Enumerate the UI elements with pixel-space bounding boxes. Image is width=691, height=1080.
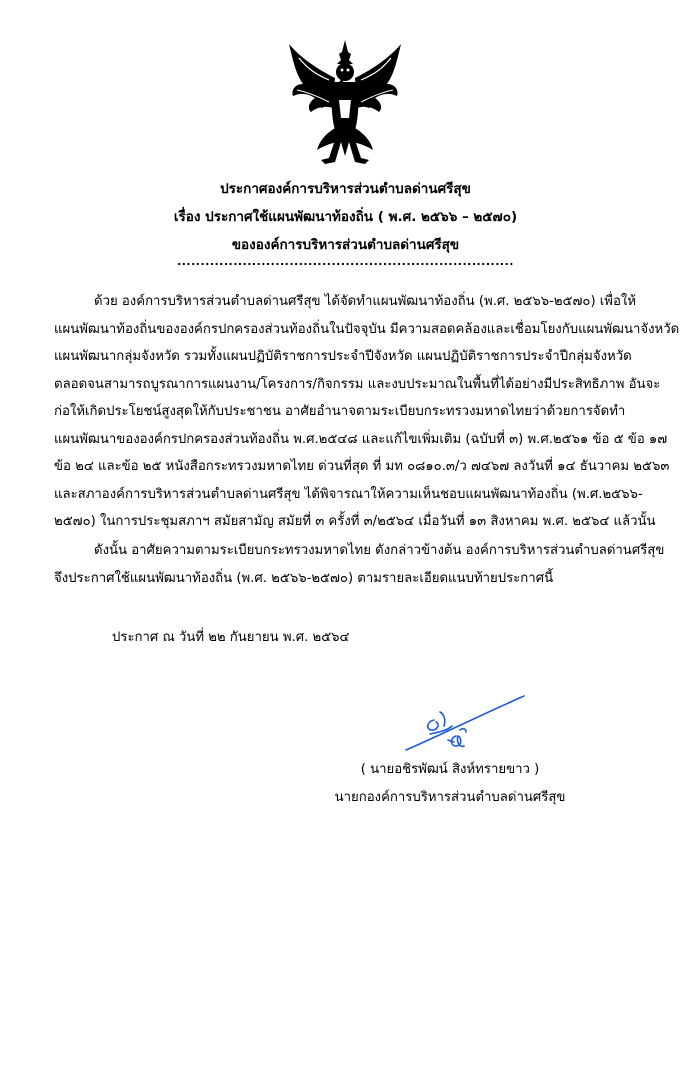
- paragraph-line: ๒๕๗๐) ในการประชุมสภาฯ สมัยสามัญ สมัยที่ ๓ ครั้งที่ ๓/๒๕๖๔ เมื่อวันที่ ๑๓ สิงหาคม พ.ศ. ๒๕๖๔ แล้วนั้น: [54, 514, 656, 529]
- paragraph-line: แผนพัฒนาขององค์กรปกครองส่วนท้องถิ่น พ.ศ.๒๕๔๘ และแก้ไขเพิ่มเติม (ฉบับที่ ๓) พ.ศ.๒๕๖๑ ข้อ ๕ ข้อ ๑๗: [54, 431, 668, 447]
- paragraph-line: ตลอดจนสามารถบูรณาการแผนงาน/โครงการ/กิจกรรม และงบประมาณในพื้นที่ได้อย่างมีประสิทธิภาพ อันจะ: [54, 376, 661, 392]
- body-paragraph-2: [54, 537, 664, 592]
- signer-name: ( นายอชิรพัฒน์ สิงห์ทรายขาว ): [360, 762, 540, 777]
- paragraph-line: ด้วย องค์การบริหารส่วนตำบลด่านศรีสุข ได้จัดทำแผนพัฒนาท้องถิ่น (พ.ศ. ๒๕๖๖-๒๕๗๐) เพื่อให้: [94, 294, 637, 309]
- paragraph-line: แผนพัฒนากลุ่มจังหวัด รวมทั้งแผนปฏิบัติราชการประจำปีจังหวัด แผนปฏิบัติราชการประจำปีกลุ่มจังหวัด: [54, 349, 632, 364]
- paragraph-line: จึงประกาศใช้แผนพัฒนาท้องถิ่น (พ.ศ. ๒๕๖๖-๒๕๗๐) ตามรายละเอียดแนบท้ายประกาศนี้: [54, 570, 554, 586]
- handwritten-signature: [400, 690, 530, 760]
- paragraph-line: และสภาองค์การบริหารส่วนตำบลด่านศรีสุข ได้พิจารณาให้ความเห็นชอบแผนพัฒนาท้องถิ่น (พ.ศ.๒๕๖๖-: [54, 486, 643, 502]
- signer-position: นายกองค์การบริหารส่วนตำบลด่านศรีสุข: [334, 790, 566, 805]
- paragraph-line: ก่อให้เกิดประโยชน์สูงสุดให้กับประชาชน อาศัยอำนาจตามระเบียบกระทรวงมหาดไทยว่าด้วยการจัดทำ: [54, 404, 626, 419]
- dotted-separator: ........................................................................: [177, 255, 514, 268]
- paragraph-line: ข้อ ๒๔ และข้อ ๒๕ หนังสือกระทรวงมหาดไทย ด่วนที่สุด ที่ มท ๐๘๑๐.๓/ว ๗๔๖๗ ลงวันที่ ๑๔ ธันวาคม ๒๕๖๓: [54, 459, 670, 474]
- announcement-title: ประกาศองค์การบริหารส่วนตำบลด่านศรีสุข: [220, 181, 471, 197]
- announcement-date: ประกาศ ณ วันที่ ๒๒ กันยายน พ.ศ. ๒๕๖๔: [112, 630, 350, 645]
- garuda-emblem-icon: [285, 38, 405, 168]
- announcement-subject: เรื่อง ประกาศใช้แผนพัฒนาท้องถิ่น ( พ.ศ. ๒๕๖๖ – ๒๕๗๐): [173, 209, 518, 225]
- paragraph-line: แผนพัฒนาท้องถิ่นขององค์กรปกครองส่วนท้องถิ่นในปัจจุบัน มีความสอดคล้องและเชื่อมโยงกับแผนพัฒนาจังหวัด: [54, 321, 680, 337]
- body-paragraph-1: [54, 288, 680, 536]
- announcement-issuer: ขององค์การบริหารส่วนตำบลด่านศรีสุข: [231, 237, 460, 253]
- paragraph-line: ดังนั้น อาศัยความตามระเบียบกระทรวงมหาดไทย ดังกล่าวข้างต้น องค์การบริหารส่วนตำบลด่านศรีสุข: [94, 543, 665, 558]
